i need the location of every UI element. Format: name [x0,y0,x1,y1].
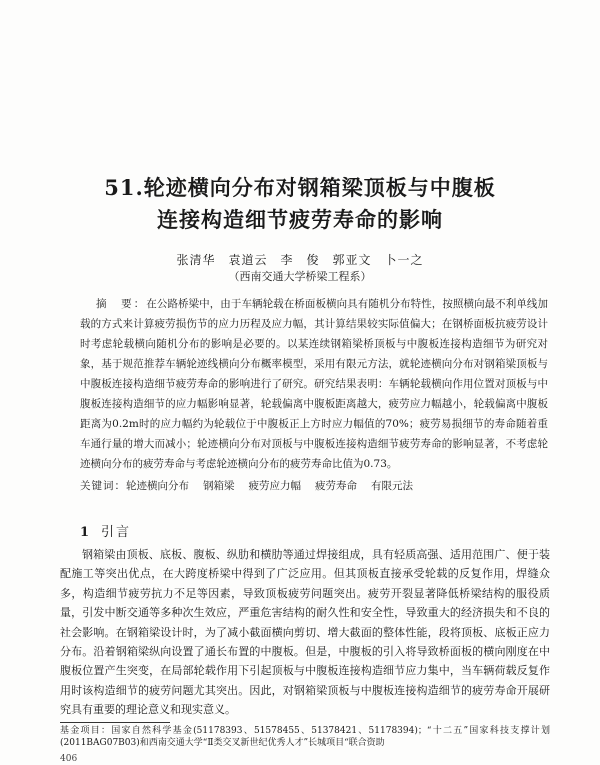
abstract [80,294,548,474]
abstract-label: 摘 要： [96,298,147,310]
author-list: 张清华 袁道云 李 俊 郭亚文 卜一之 [176,253,424,267]
keywords-label: 关键词： [80,480,126,492]
paper-title-line-2: 连接构造细节疲劳寿命的影响 [157,207,443,232]
keyword-item: 有限元法 [371,480,413,492]
paper-title-line-1: 51.轮迹横向分布对钢箱梁顶板与中腹板 [104,175,496,200]
section-number: 1 [80,525,92,540]
body-paragraph: 钢箱梁由顶板、底板、腹板、纵肋和横肋等通过焊接组成，具有轻质高强、适用范围广、便于装配施工等突出优点，在大跨度桥梁中得到了广泛应用。但其顶板直接承受轮载的反复作用，焊缝众多，构造细节疲劳抗力不足等因素，导致顶板疲劳问题突出。疲劳开裂显著降低桥梁结构的服役质量，引发中断交通等多种次生效应，严重危害结构的耐久性和安全性，导致重大的经济损失和不良的社会影响。在钢箱梁设计时，为了减小截面横向剪切、增大截面的整体性能，段将顶板、底板正应力分布。沿着钢箱梁纵向设置了通长布置的中腹板。但是，中腹板的引入将导致桥面板的横向刚度在中腹板位置产生突变，在局部轮载作用下引起顶板与中腹板连接构造细节应力集中，当车辆荷载反复作用时该构造细节的疲劳问题尤其突出。因此，对钢箱梁顶板与中腹板连接构造细节的疲劳寿命开展研究具有重要的理论意义和现实意义。 [60,548,550,717]
section-title: 引言 [101,525,132,540]
section-heading [80,521,131,540]
footnote-divider [60,722,170,723]
page-number: 406 [60,754,78,764]
keywords [80,477,548,495]
keyword-item: 钢箱梁 [203,480,235,492]
keyword-item: 疲劳寿命 [315,480,357,492]
keyword-item: 轮迹横向分布 [126,480,189,492]
footnote: 基金项目：国家自然科学基金(51178393、51578455、51378421、51178394)；“十二五”国家科技支撑计划(2011BAG07B03)和西南交通大学“Ⅱ类交叉新世纪优秀人才”长城项目“联合资助 [60,726,550,748]
abstract-text: 在公路桥梁中，由于车辆轮载在桥面板横向具有随机分布特性，按照横向最不利单线加载的方式来计算疲劳损伤节的应力历程及应力幅，其计算结果较实际值偏大；在钢桥面板抗疲劳设计时考虑轮载横向随机分布的影响是必要的。以某连续钢箱梁桥顶板与中腹板连接构造细节为研究对象，基于规范推荐车辆轮迹线横向分布概率模型，采用有限元方法，就轮迹横向分布对钢箱梁顶板与中腹板连接构造细节疲劳寿命的影响进行了研究。研究结果表明：车辆轮载横向作用位置对顶板与中腹板连接构造细节的应力幅影响显著，轮载偏离中腹板距离越大，疲劳应力幅越小，轮载偏离中腹板距离为0.2m时的应力幅约为轮载位于中腹板正上方时应力幅值的70%；疲劳易损细节的寿命随着重车通行量的增大而减小；轮迹横向分布对顶板与中腹板连接构造细节疲劳寿命的影响显著，不考虑轮迹横向分布的疲劳寿命与考虑轮迹横向分布的疲劳寿命比值为0.73。 [80,298,549,470]
affiliation: （西南交通大学桥梁工程系） [228,270,372,283]
keyword-item: 疲劳应力幅 [248,480,301,492]
